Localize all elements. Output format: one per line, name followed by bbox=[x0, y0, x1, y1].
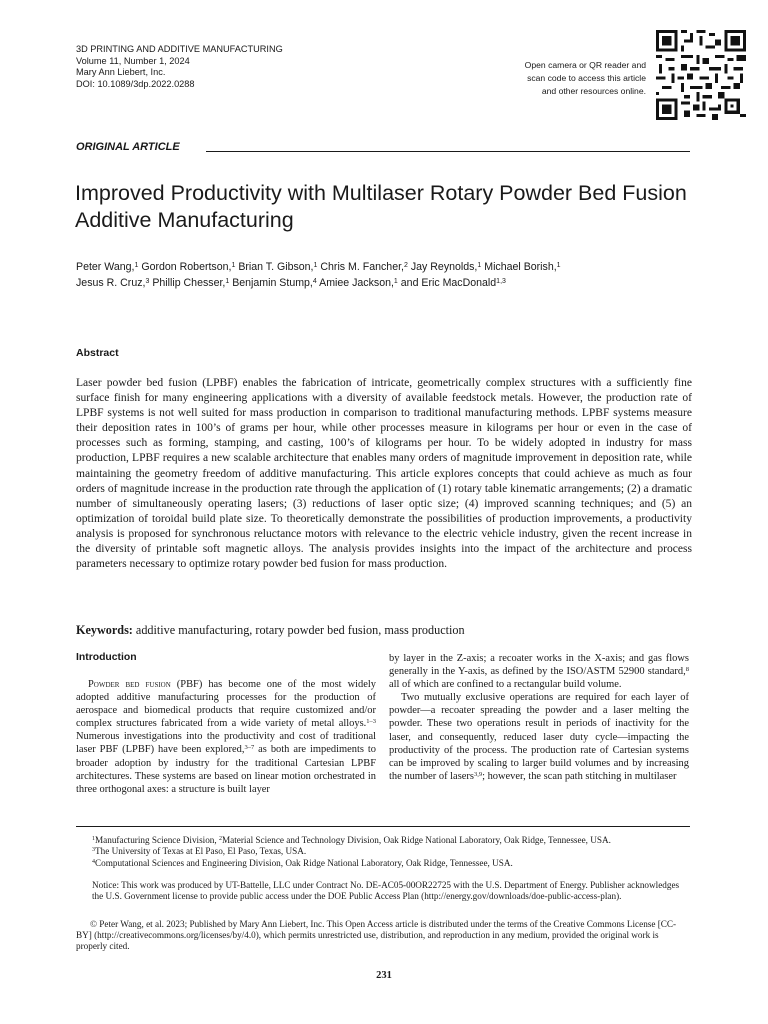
keywords bbox=[76, 623, 692, 638]
citation[interactable]: 3–7 bbox=[244, 744, 255, 752]
intro-text: ; however, the scan path stitching in multilaser bbox=[482, 770, 677, 782]
intro-text: by layer in the Z-axis; a recoater works in the X-axis; and gas flows generally in the Y-axis, as defined by the ISO/ASTM 52900 standard, bbox=[389, 653, 689, 678]
author-name: Jay Reynolds, bbox=[410, 261, 478, 273]
affiliation-number: 4 bbox=[92, 858, 95, 865]
affiliation-line bbox=[92, 846, 692, 857]
author-name: Benjamin Stump, bbox=[232, 277, 313, 289]
journal-volume: Volume 11, Number 1, 2024 bbox=[76, 55, 190, 66]
intro-text: Numerous investigations into the productivity and cost of traditional laser PBF (LPBF) have been explored, bbox=[76, 731, 376, 756]
affiliation-line bbox=[92, 858, 692, 869]
author-affiliation: 2 bbox=[403, 262, 408, 269]
intro-text: (PBF) has become one of the most widely adopted additive manufacturing processes for the production of aerospace and biomedical products that require customized and/or complex structures fabricated from a wide variety of metal alloys. bbox=[76, 679, 376, 730]
doe-notice: Notice: This work was produced by UT-Battelle, LLC under Contract No. DE-AC05-00OR22725 with the U.S. Department of Energy. Publisher acknowledges the U.S. Government license to provide public access under the DOE Public Access Plan (http://energy.gov/downloads/doe-public-access-plan). bbox=[92, 880, 680, 902]
author-name: Phillip Chesser, bbox=[152, 277, 226, 289]
affiliation-text: The University of Texas at El Paso, El Paso, Texas, USA. bbox=[95, 846, 307, 857]
author-name: Brian T. Gibson, bbox=[238, 261, 314, 273]
qr-note-line: Open camera or QR reader and bbox=[524, 60, 646, 70]
author-name: Chris M. Fancher, bbox=[320, 261, 404, 273]
keywords-label: Keywords: bbox=[76, 623, 133, 637]
author-affiliation: 4 bbox=[312, 278, 317, 285]
author-affiliation: 1 bbox=[556, 262, 561, 269]
introduction-heading: Introduction bbox=[76, 652, 137, 663]
section-label: ORIGINAL ARTICLE bbox=[76, 141, 180, 153]
journal-info bbox=[76, 44, 283, 90]
intro-text: all of which are confined to a rectangular build volume. bbox=[389, 679, 622, 691]
section-divider bbox=[206, 151, 690, 152]
affiliation-text: Computational Sciences and Engineering Division, Oak Ridge National Laboratory, Oak Ridge, Tennessee, USA. bbox=[95, 857, 513, 868]
author-affiliation: 1,3 bbox=[496, 278, 506, 285]
qr-code-icon[interactable] bbox=[656, 30, 746, 120]
author-affiliation: 1 bbox=[225, 278, 230, 285]
author-name: Michael Borish, bbox=[484, 261, 557, 273]
intro-paragraph bbox=[76, 678, 376, 796]
affiliation-number: 2 bbox=[219, 836, 222, 842]
author-affiliation: 1 bbox=[134, 262, 139, 269]
author-name: Gordon Robertson, bbox=[141, 261, 232, 273]
citation[interactable]: 1–3 bbox=[366, 718, 376, 726]
keywords-text: additive manufacturing, rotary powder bed fusion, mass production bbox=[135, 623, 465, 637]
author-name: Amiee Jackson, bbox=[319, 277, 394, 289]
qr-note bbox=[476, 59, 646, 97]
author-affiliation: 1 bbox=[313, 262, 318, 269]
footnote-divider bbox=[76, 826, 690, 827]
qr-note-line: scan code to access this article bbox=[527, 72, 646, 83]
lead-in: Powder bed fusion bbox=[88, 679, 171, 690]
affiliation-number: 1 bbox=[92, 836, 95, 842]
intro-paragraph bbox=[389, 691, 689, 783]
citation[interactable]: 8 bbox=[685, 666, 689, 674]
article-title: Improved Productivity with Multilaser Rotary Powder Bed Fusion Additive Manufacturing bbox=[75, 181, 687, 232]
author-list bbox=[76, 259, 696, 291]
author-affiliation: 1 bbox=[477, 262, 482, 269]
author-name: Jesus R. Cruz, bbox=[76, 277, 146, 289]
intro-text: Two mutually exclusive operations are required for each layer of powder—a recoater spreading the powder and a laser melting the powder. These two operations result in periods of inactivity for the laser, and consequently, reduced laser duty cycle—impacting the productivity of the process. The production rate of Cartesian systems can be improved by scaling to larger build volumes and by increasing the number of lasers bbox=[389, 692, 689, 782]
affiliation-line bbox=[92, 835, 692, 846]
author-affiliation: 1 bbox=[231, 262, 236, 269]
qr-note-line: and other resources online. bbox=[541, 85, 646, 96]
journal-name: 3D PRINTING AND ADDITIVE MANUFACTURING bbox=[76, 44, 283, 54]
affiliation-text: Material Science and Technology Division, Oak Ridge National Laboratory, Oak Ridge, Tennessee, USA. bbox=[222, 835, 611, 845]
author-name: Peter Wang, bbox=[76, 261, 135, 273]
citation[interactable]: 3,9 bbox=[473, 770, 483, 778]
page-number: 231 bbox=[376, 970, 392, 981]
author-name: and Eric MacDonald bbox=[400, 277, 497, 289]
intro-right-column bbox=[389, 652, 689, 783]
affiliation-text: Manufacturing Science Division, bbox=[95, 835, 217, 845]
journal-doi[interactable]: DOI: 10.1089/3dp.2022.0288 bbox=[76, 78, 195, 89]
intro-text: as both are impediments to broader adoption by industry for the traditional Cartesian LPBF architectures. These systems are based on linear motion orchestrated in three orthogonal axes: a structure is built layer bbox=[76, 744, 377, 795]
abstract-text: Laser powder bed fusion (LPBF) enables the fabrication of intricate, geometrically complex structures with a sufficiently fine surface finish for many engineering applications with a diversity of available feedstock metals. However, the production rate of LPBF systems is not well suited for mass production in comparison to traditional manufacturing methods. LPBF systems measure their deposition rates in 100’s of grams per hour, while other processes measure in kilograms per hour or even in the case of processes such as forming, stamping, and casting, 100’s of kilograms per hour. To be widely adopted in industry for mass production, LPBF requires a new scalable architecture that enables many orders of magnitude improvement in deposition rate, while maintaining the geometry freedom of additive manufacturing. This article explores concepts that could achieve as much as four orders of magnitude increase in the production rate through the application of (1) rotary table kinematic arrangements; (2) a dramatic number of simultaneously operating lasers; (3) reductions of laser optic size; (4) improved scanning techniques; and (5) an optimization of toroidal build plate size. To theoretically demonstrate the possibilities of production improvements, a productivity analysis is proposed for synchronous reluctance motors with relevance to the electric vehicle industry, given the recent increase in the diversity of printable soft magnetic alloys. The analysis provides insights into the impact of the architecture and process parameters necessary to optimize rotary powder bed fusion for mass production. bbox=[76, 377, 692, 571]
intro-paragraph bbox=[389, 652, 689, 691]
intro-left-column bbox=[76, 678, 376, 796]
abstract-heading: Abstract bbox=[76, 347, 119, 359]
author-affiliation: 1 bbox=[393, 278, 398, 285]
journal-publisher: Mary Ann Liebert, Inc. bbox=[76, 67, 166, 78]
affiliations bbox=[92, 835, 692, 869]
license-statement: © Peter Wang, et al. 2023; Published by Mary Ann Liebert, Inc. This Open Access article is distributed under the terms of the Creative Commons License [CC-BY] (http://creativecommons.org/licenses/by/4.0), which permits unrestricted use, distribution, and reproduction in any medium, provided the original work is properly cited. bbox=[76, 919, 677, 952]
affiliation-number: 3 bbox=[92, 847, 95, 854]
author-affiliation: 3 bbox=[145, 278, 150, 285]
